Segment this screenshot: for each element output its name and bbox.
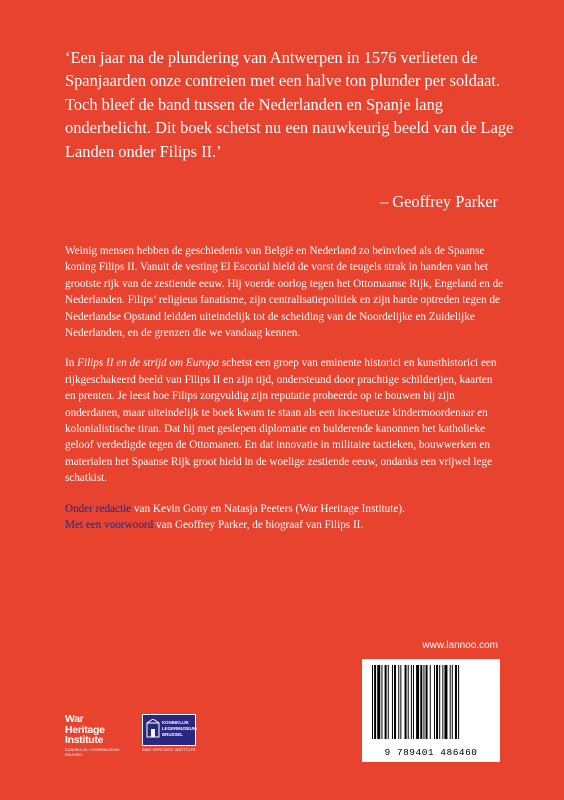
klm-line-3: BRUSSEL [162, 732, 183, 737]
klm-line-2: LEGERMUSEUM [162, 726, 197, 731]
paragraph-prefix: In [65, 357, 78, 370]
publisher-url: www.lannoo.com [422, 640, 498, 651]
blurb-paragraph-2 [65, 355, 505, 486]
barcode-bar [430, 665, 431, 739]
editors-text: van Kevin Gony en Natasja Peeters (War Heritage Institute). [131, 502, 405, 515]
museum-building-icon [146, 719, 160, 739]
barcode-bar [394, 665, 396, 739]
credits [65, 501, 505, 534]
barcode-bar [423, 665, 424, 739]
barcode-bars [362, 659, 500, 745]
barcode-bar [442, 665, 443, 739]
paragraph-rest: schetst een groep van eminente historici en kunsthistorici een rijkgeschakeerd beeld van Filips II en zijn tijd, ondersteund door prachtige schilderijen, kaarten en prenten. Je leest hoe Filips zorgvuldig zijn reputatie probeerde op te bouwen bij zijn onderdanen, maar uiteindelijk te boek kwam te staan als een incestueuze kindermoordenaar en kolonialistische tiran. Dat hij met geslepen diplomatie en bulderende kanonnen het katholieke geloof verdedigde tegen de Ottomanen. En dat innovatie in militaire tactieken, bouwwerken en materialen het Spaanse Rijk groot hield in de woelige zestiende eeuw, ondanks een vrijwel lege schatkist. [65, 357, 497, 485]
legermuseum-name [162, 720, 197, 738]
pull-quote [65, 46, 515, 163]
barcode-bar [377, 665, 380, 739]
barcode-bar [450, 665, 451, 739]
foreword-text: van Geoffrey Parker, de biograaf van Filips II. [153, 519, 364, 532]
barcode-bar [408, 665, 409, 739]
whi-line-2: Heritage [65, 723, 105, 736]
barcode-bar [388, 665, 389, 739]
editors-label: Onder redactie [65, 502, 132, 515]
legermuseum-subtext: WAR HERITAGE INSTITUTE [142, 748, 196, 752]
barcode-bar [455, 665, 457, 739]
barcode-bar [400, 665, 401, 739]
barcode-bar [439, 665, 440, 739]
quote-attribution: – Geoffrey Parker [379, 192, 498, 211]
legermuseum-logo [140, 714, 200, 758]
whi-line-1: War [65, 713, 84, 725]
whi-small-text: KONINKLIJK LEGERMUSEUM BRUSSEL [65, 747, 120, 757]
isbn-digits: 9 789401 486460 [384, 747, 478, 758]
legermuseum-badge [142, 714, 196, 746]
whi-line-3: Institute [65, 734, 104, 746]
barcode-bar [434, 665, 435, 739]
war-heritage-institute-logo [65, 714, 127, 756]
quote-text: ‘Een jaar na de plundering van Antwerpen in 1576 verlieten de Spanjaarden onze contreien met een halve ton plunder per soldaat. Toch bleef de band tussen de Nederlanden en Spanje lang onderbelicht. Dit boek schetst nu een nauwkeurig beeld van de Lage Landen onder Filips II.’ [65, 48, 514, 161]
barcode-bar [385, 665, 387, 739]
barcode-bar [392, 665, 393, 739]
klm-line-1: KONINKLIJK [162, 720, 189, 725]
barcode-bar [452, 665, 453, 739]
barcode-bar [398, 665, 399, 739]
barcode-bar [405, 665, 407, 739]
barcode-bar [436, 665, 438, 739]
barcode-bar [444, 665, 447, 739]
barcode-bar [458, 665, 459, 739]
blurb-paragraph-1: Weinig mensen hebben de geschiedenis van België en Nederland zo beïnvloed als de Spaanse koning Filips II. Vanuit de vesting El Escorial hield de vorst de teugels strak in handen van het grootste rijk van de zestiende eeuw. Hij voerde oorlog tegen het Ottomaanse Rijk, Engeland en de Nederlanden. Filips’ religieus fanatisme, zijn centralisatiepolitiek en zijn harde optreden tegen de Nederlandse Opstand leidden uiteindelijk tot de scheiding van de Noordelijke en Zuidelijke Nederlanden, en de grenzen die we vandaag kennen. [65, 245, 504, 340]
foreword-label: Met een voorwoord [65, 519, 154, 532]
barcode-bar [416, 665, 419, 739]
barcode-bar [420, 665, 422, 739]
book-title: Filips II en de strijd om Europa [77, 357, 220, 370]
barcode-bar [372, 665, 373, 739]
isbn-barcode [362, 659, 500, 762]
barcode-bar [426, 665, 428, 739]
barcode-bar [374, 665, 376, 739]
blurb [65, 243, 505, 548]
barcode-bar [413, 665, 414, 739]
barcode-bar [381, 665, 382, 739]
barcode-bar [411, 665, 412, 739]
